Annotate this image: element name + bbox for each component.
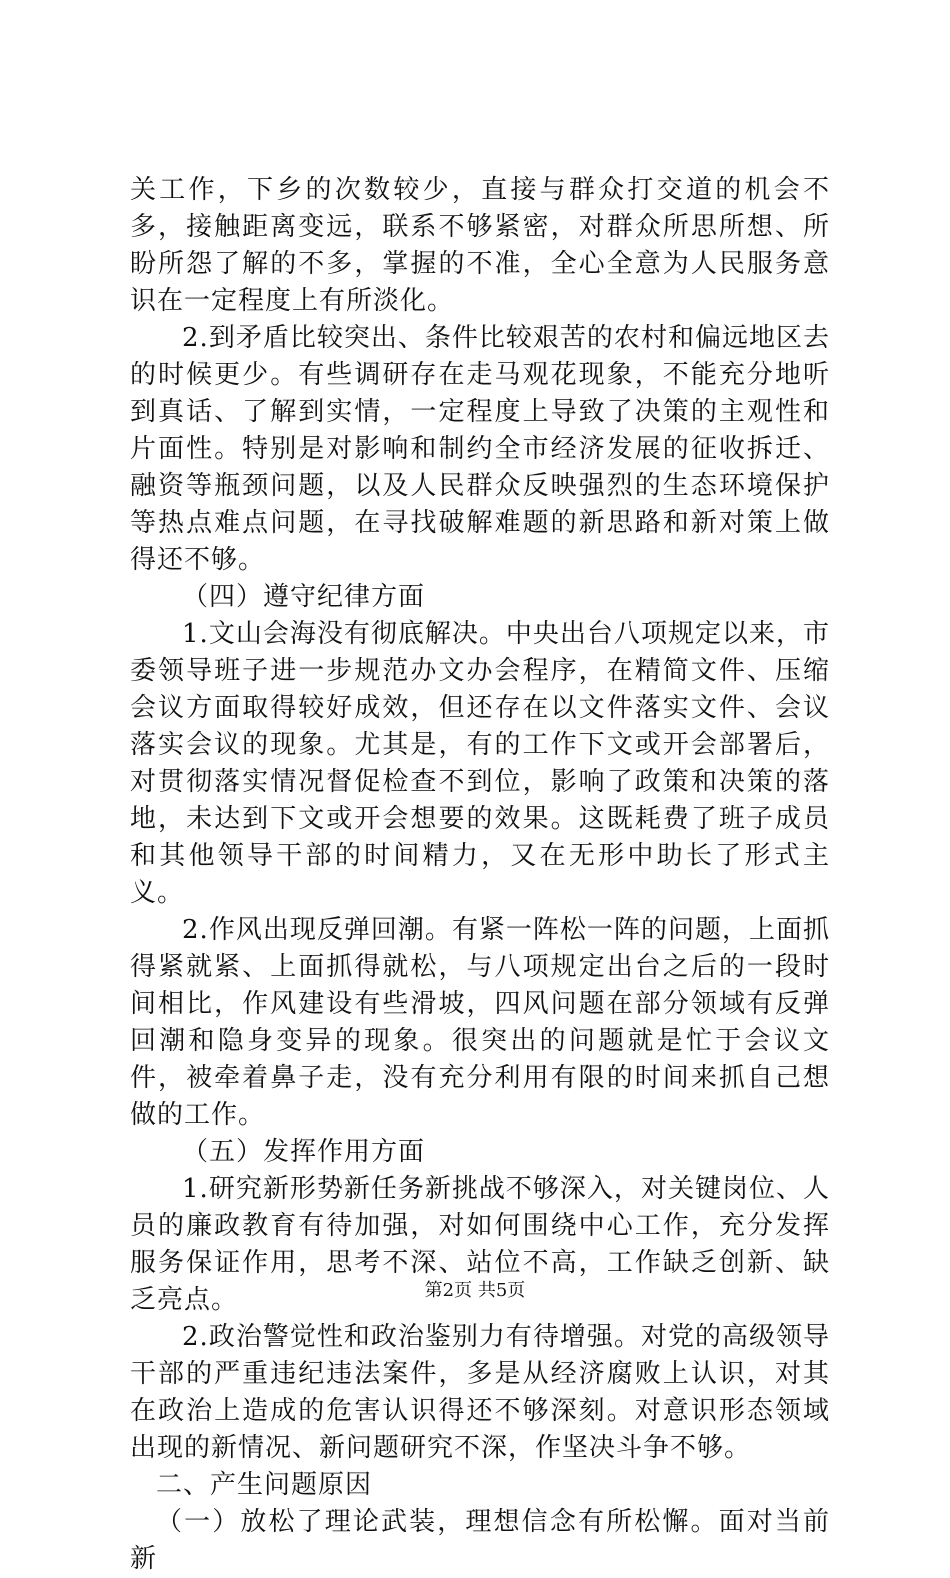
section-heading-role: （五）发挥作用方面 [182,1137,426,1167]
paragraph-item-2-field-visits: 2.到矛盾比较突出、条件比较艰苦的农村和偏远地区去的时候更少。有些调研存在走马观花现象，不能充分地听到真话、了解到实情，一定程度上导致了决策的主观性和片面性。特别是对影响和制约全市经济发展的征收拆迁、融资等瓶颈问题，以及人民群众反映强烈的生态环境保护等热点难点问题，在寻找破解难题的新思路和新对策上做得还不够。 [130,323,830,575]
document-body [130,172,830,1578]
page-footer: 第2页 共5页 [424,1280,526,1301]
paragraph-item-2-political-vigilance: 2.政治警觉性和政治鉴别力有待增强。对党的高级领导干部的严重违纪违法案件，多是从经济腐败上认识，对其在政治上造成的危害认识得还不够深刻。对意识形态领域出现的新情况、新问题研究不深，作坚决斗争不够。 [130,1322,830,1463]
paragraph-item-1-research: 1.研究新形势新任务新挑战不够深入，对关键岗位、人员的廉政教育有待加强，对如何围绕中心工作，充分发挥服务保证作用，思考不深、站位不高，工作缺乏创新、缺乏亮点。 [130,1174,830,1315]
paragraph-cause-1: （一）放松了理论武装，理想信念有所松懈。面对当前新 [130,1507,830,1574]
section-heading-causes: 二、产生问题原因 [156,1470,373,1500]
paragraph-continuation: 关工作，下乡的次数较少，直接与群众打交道的机会不多，接触距离变远，联系不够紧密，对群众所思所想、所盼所怨了解的不多，掌握的不准，全心全意为人民服务意识在一定程度上有所淡化。 [130,175,830,316]
section-heading-discipline: （四）遵守纪律方面 [182,582,426,612]
paragraph-item-1-meetings: 1.文山会海没有彻底解决。中央出台八项规定以来，市委领导班子进一步规范办文办会程序，在精简文件、压缩会议方面取得较好成效，但还存在以文件落实文件、会议落实会议的现象。尤其是，有的工作下文或开会部署后，对贯彻落实情况督促检查不到位，影响了政策和决策的落地，未达到下文或开会想要的效果。这既耗费了班子成员和其他领导干部的时间精力，又在无形中助长了形式主义。 [130,619,830,908]
paragraph-item-2-work-style: 2.作风出现反弹回潮。有紧一阵松一阵的问题，上面抓得紧就紧、上面抓得就松，与八项规定出台之后的一段时间相比，作风建设有些滑坡，四风问题在部分领域有反弹回潮和隐身变异的现象。很突出的问题就是忙于会议文件，被牵着鼻子走，没有充分利用有限的时间来抓自己想做的工作。 [130,915,830,1130]
